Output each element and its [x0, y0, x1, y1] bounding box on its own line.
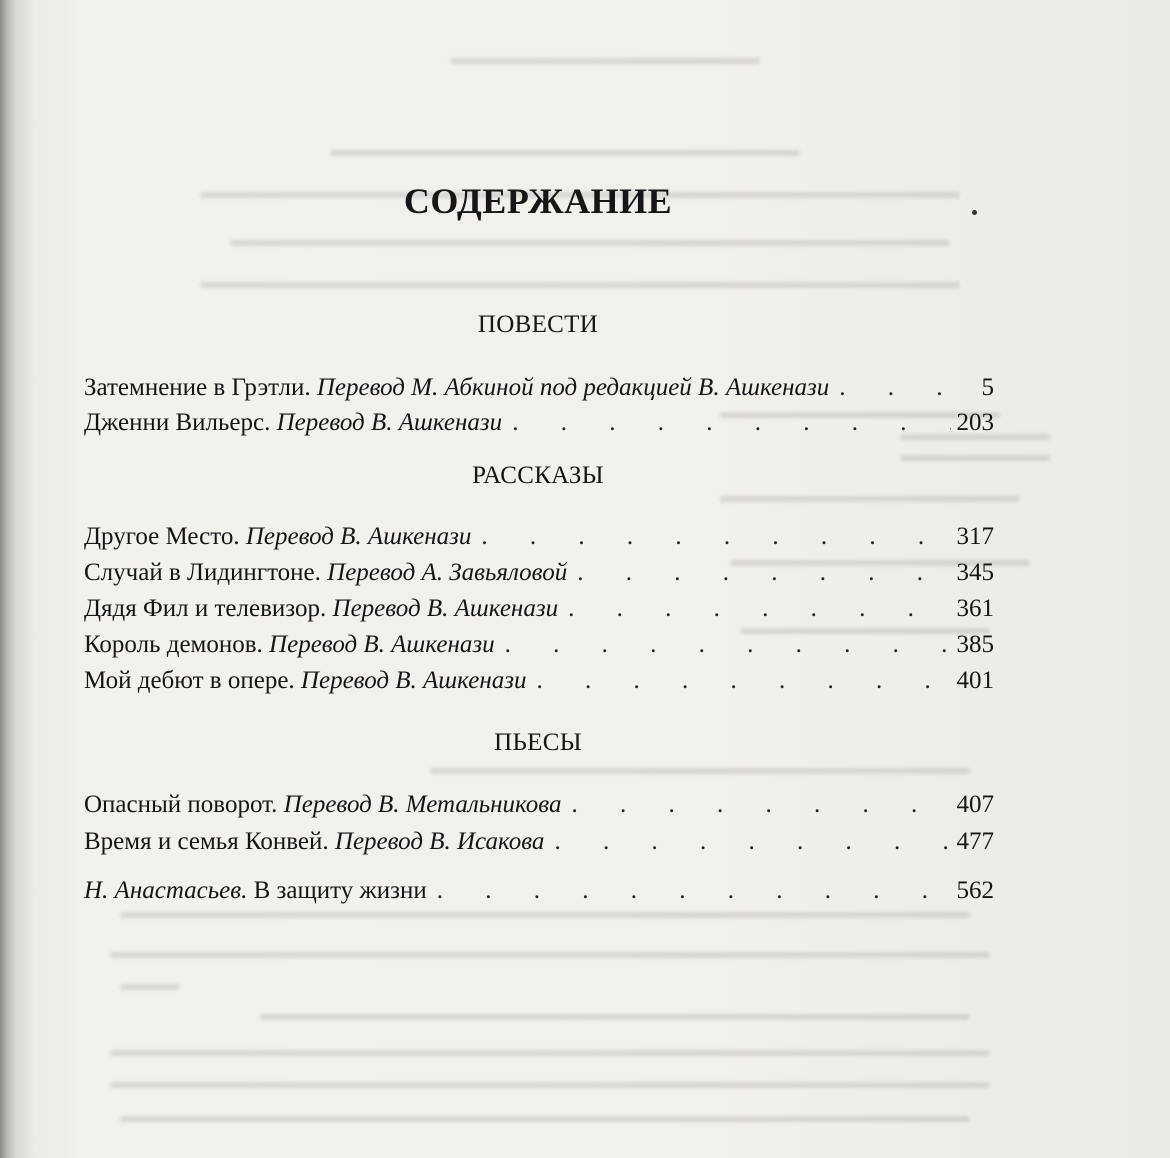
section-heading-povesti: ПОВЕСТИ: [477, 311, 599, 338]
toc-entry[interactable]: [84, 520, 994, 554]
entry-page-number: 401: [956, 667, 994, 694]
dot-leader: [839, 371, 975, 405]
dot-leader: [571, 788, 950, 822]
entry-title: Король демонов.: [84, 631, 263, 658]
dot-leader: [554, 825, 950, 859]
toc-entry[interactable]: [84, 592, 994, 626]
afterword-title: В защиту жизни: [253, 877, 427, 904]
dot-leader: [568, 592, 950, 626]
dot-leader: [481, 520, 950, 554]
toc-entry[interactable]: [84, 406, 994, 440]
toc-entry[interactable]: [84, 788, 994, 822]
dot-leader: [437, 874, 951, 908]
entry-translator: Перевод В. Ашкенази: [332, 595, 559, 622]
entry-page-number: 345: [956, 559, 994, 586]
entry-page-number: 5: [981, 374, 994, 401]
entry-title: Мой дебют в опере.: [84, 667, 295, 694]
section-heading-pesy: ПЬЕСЫ: [494, 729, 582, 756]
dot-leader: [537, 664, 951, 698]
entry-translator: Перевод В. Исакова: [334, 828, 545, 855]
entry-title: Опасный поворот.: [84, 791, 278, 818]
dot-leader: [505, 628, 951, 662]
entry-page-number: 203: [956, 409, 994, 436]
toc-entry[interactable]: [84, 825, 994, 859]
entry-page-number: 562: [956, 877, 994, 904]
entry-title: Другое Место.: [84, 523, 240, 550]
entry-title: Время и семья Конвей.: [84, 828, 329, 855]
dot-leader: [512, 406, 950, 440]
entry-title: Случай в Лидингтоне.: [84, 559, 321, 586]
entry-translator: Перевод В. Ашкенази: [276, 409, 503, 436]
entry-title: Дженни Вильерс.: [84, 409, 271, 436]
entry-translator: Перевод В. Метальникова: [283, 791, 562, 818]
entry-translator: Перевод В. Ашкенази: [269, 631, 495, 658]
entry-translator: Перевод В. Ашкенази: [245, 523, 472, 550]
section-heading-rasskazy: РАССКАЗЫ: [472, 462, 604, 489]
toc-entry-afterword[interactable]: [84, 874, 994, 908]
entry-title: Затемнение в Грэтли.: [84, 374, 311, 401]
toc-entry[interactable]: [84, 628, 994, 662]
toc-entry[interactable]: [84, 556, 994, 590]
entry-page-number: 361: [956, 595, 994, 622]
dot-leader: [577, 556, 950, 590]
page-title: СОДЕРЖАНИЕ: [403, 181, 673, 221]
entry-translator: Перевод М. Абкиной под редакцией В. Ашкенази: [316, 374, 830, 401]
toc-entry[interactable]: [84, 664, 994, 698]
entry-page-number: 317: [956, 523, 994, 550]
toc-entry[interactable]: [84, 371, 994, 405]
entry-page-number: 477: [956, 828, 994, 855]
entry-page-number: 385: [956, 631, 994, 658]
entry-title: Дядя Фил и телевизор.: [84, 595, 327, 622]
afterword-author: Н. Анастасьев.: [84, 877, 248, 904]
entry-translator: Перевод А. Завьяловой: [327, 559, 568, 586]
entry-translator: Перевод В. Ашкенази: [300, 667, 527, 694]
entry-page-number: 407: [956, 791, 994, 818]
